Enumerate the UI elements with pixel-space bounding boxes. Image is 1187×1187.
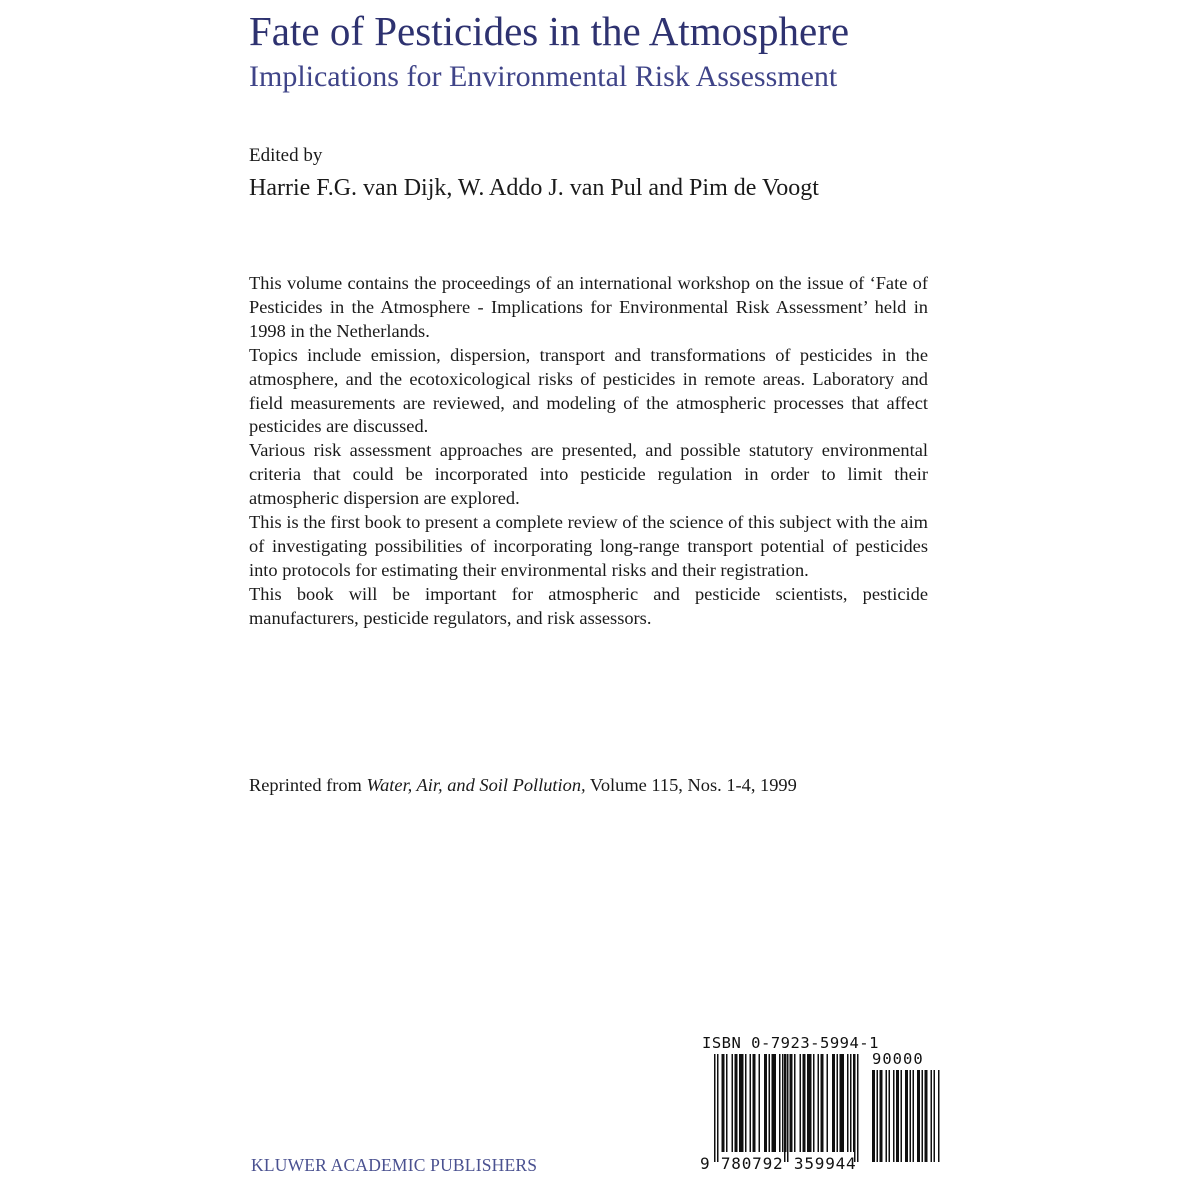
barcode-bar — [886, 1070, 888, 1162]
description-paragraph: Various risk assessment approaches are presented, and possible statutory environmental criteria that could be incorporated into pesticide regulation in order to limit their atmospheric dispersion are explored. — [249, 440, 928, 509]
barcode-bar — [794, 1054, 796, 1152]
barcode-bar — [803, 1054, 806, 1152]
barcode-bar — [818, 1054, 820, 1152]
barcode-bar — [714, 1054, 716, 1162]
price-code-text: 90000 — [872, 1050, 924, 1068]
barcode-bar — [934, 1070, 936, 1162]
isbn-text: ISBN 0-7923-5994-1 — [702, 1034, 879, 1052]
barcode-bar — [847, 1054, 849, 1152]
barcode-bar — [722, 1054, 725, 1152]
barcode-bar — [717, 1054, 719, 1162]
barcode-bar — [901, 1070, 903, 1162]
barcode-bar — [850, 1054, 852, 1152]
barcode-bar — [739, 1054, 744, 1152]
barcode-bar — [905, 1070, 908, 1162]
ean-number: 9 780792 359944 — [700, 1154, 857, 1173]
barcode-bar — [787, 1054, 789, 1162]
barcode-bar — [782, 1054, 784, 1152]
barcode-bar — [732, 1054, 734, 1152]
barcode-bar — [913, 1070, 915, 1162]
description-paragraph: Topics include emission, dispersion, transport and transformations of pesticides in the atmosphere, and the ecotoxicological risks of pesticides in remote areas. Laboratory and field measurements are reviewed, and modeling of the atmospheric processes that affect pesticides are discussed. — [249, 344, 928, 437]
barcode-bar — [726, 1054, 728, 1152]
barcode-bar — [893, 1070, 895, 1162]
barcode-bar — [938, 1070, 940, 1162]
barcode-bar — [837, 1054, 839, 1152]
barcode-bar — [931, 1070, 933, 1162]
barcode-bar — [764, 1054, 767, 1152]
barcode-bar — [877, 1070, 879, 1162]
barcode-bar — [769, 1054, 771, 1152]
description-paragraph: This volume contains the proceedings of an international workshop on the issue of ‘Fate of Pesticides in the Atmosphere - Implications for Environmental Risk Assessment’ held in 1998 in the Netherlands. — [249, 273, 928, 341]
barcode-bar — [827, 1054, 829, 1152]
isbn-barcode — [700, 1034, 945, 1180]
barcode-bar — [800, 1054, 802, 1152]
barcode-bar — [745, 1054, 747, 1152]
book-description — [249, 272, 928, 631]
barcode-bar — [922, 1070, 924, 1162]
barcode-bar — [790, 1054, 793, 1152]
barcode-bar — [880, 1070, 883, 1162]
description-paragraph: This is the first book to present a complete review of the science of this subject with the aim of investigating possibilities of incorporating long-range transport potential of pesticides into protocols for estimating their environmental risks and their registration. — [249, 512, 928, 580]
barcode-bar — [753, 1054, 756, 1152]
barcode-bar — [821, 1054, 824, 1152]
barcode-bar — [910, 1070, 912, 1162]
book-subtitle: Implications for Environmental Risk Assessment — [249, 60, 838, 93]
reprint-note — [249, 775, 797, 796]
barcode-bar — [735, 1054, 738, 1152]
reprint-prefix: Reprinted from — [249, 775, 367, 795]
barcode-bar — [925, 1070, 928, 1162]
barcode-bar — [832, 1054, 835, 1152]
description-paragraph: This book will be important for atmospheric and pesticide scientists, pesticide manufacturers, pesticide regulators, and risk assessors. — [249, 583, 928, 628]
barcode-bar — [872, 1070, 875, 1162]
editors-names: Harrie F.G. van Dijk, W. Addo J. van Pul and Pim de Voogt — [249, 175, 819, 201]
barcode-bar — [759, 1054, 761, 1152]
reprint-suffix: Volume 115, Nos. 1-4, 1999 — [585, 775, 797, 795]
barcode-bar — [896, 1070, 899, 1162]
barcode-bar — [889, 1070, 891, 1162]
book-title: Fate of Pesticides in the Atmosphere — [249, 8, 850, 54]
barcode-bar — [840, 1054, 845, 1152]
barcode-bar — [813, 1054, 815, 1152]
barcode-bar — [750, 1054, 752, 1152]
edited-by-label: Edited by — [249, 145, 323, 166]
barcode-bar — [779, 1054, 781, 1152]
barcode-bar — [784, 1054, 786, 1162]
barcode-bar — [772, 1054, 777, 1152]
barcode-bar — [857, 1054, 859, 1162]
barcode-bar — [807, 1054, 812, 1152]
barcode-bar — [854, 1054, 856, 1162]
barcode-bar — [917, 1070, 920, 1162]
publisher-name: KLUWER ACADEMIC PUBLISHERS — [251, 1155, 538, 1175]
reprint-journal: Water, Air, and Soil Pollution, — [366, 775, 586, 795]
